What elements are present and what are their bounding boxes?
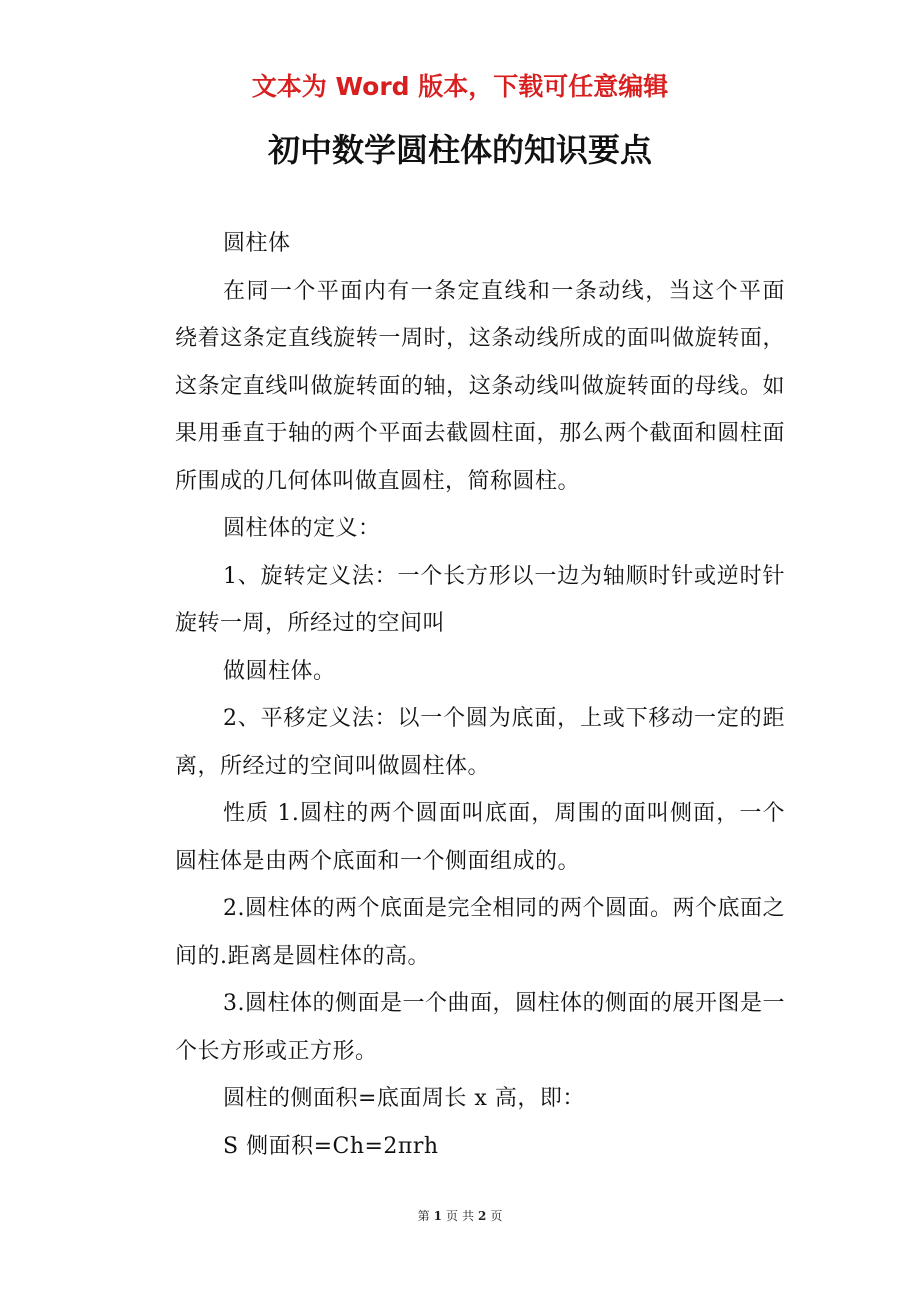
footer-suffix: 页 bbox=[490, 1209, 503, 1223]
paragraph-rotation-definition: 1、旋转定义法：一个长方形以一边为轴顺时针或逆时针旋转一周，所经过的空间叫 bbox=[175, 563, 785, 636]
paragraph-property-3: 3.圆柱体的侧面是一个曲面，圆柱体的侧面的展开图是一个长方形或正方形。 bbox=[175, 991, 785, 1064]
footer-page-word: 页 bbox=[445, 1209, 458, 1223]
download-notice-banner: 文本为 Word 版本，下载可任意编辑 bbox=[251, 72, 669, 101]
footer-prefix: 第 bbox=[417, 1209, 430, 1223]
paragraph-definition-text: 在同一个平面内有一条定直线和一条动线，当这个平面绕着这条定直线旋转一周时，这条动线所成的面叫做旋转面，这条定直线叫做旋转面的轴，这条动线叫做旋转面的母线。如果用垂直于轴的两个平面去截圆柱面，那么两个截面和圆柱面所围成的几何体叫做直圆柱，简称圆柱。 bbox=[175, 278, 785, 494]
paragraph-heading: 圆柱体 bbox=[223, 231, 291, 256]
footer-total-word: 共 bbox=[462, 1209, 475, 1223]
document-body bbox=[175, 220, 785, 1170]
current-page-number: 1 bbox=[433, 1209, 442, 1223]
document-title: 初中数学圆柱体的知识要点 bbox=[267, 131, 652, 169]
paragraph-property-2: 2.圆柱体的两个底面是完全相同的两个圆面。两个底面之间的.距离是圆柱体的高。 bbox=[175, 896, 785, 969]
paragraph-lateral-area-formula: S 侧面积=Ch=2πrh bbox=[223, 1133, 439, 1159]
paragraph-translation-definition: 2、平移定义法：以一个圆为底面，上或下移动一定的距离，所经过的空间叫做圆柱体。 bbox=[175, 706, 785, 779]
paragraph-definition-heading: 圆柱体的定义： bbox=[223, 516, 381, 541]
paragraph-rotation-definition-cont: 做圆柱体。 bbox=[223, 658, 336, 684]
page-footer bbox=[0, 1206, 920, 1226]
paragraph-property-1: 性质 1.圆柱的两个圆面叫底面，周围的面叫侧面，一个圆柱体是由两个底面和一个侧面组成的。 bbox=[175, 801, 785, 874]
total-pages-number: 2 bbox=[478, 1209, 487, 1223]
paragraph-lateral-area: 圆柱的侧面积=底面周长 x 高，即： bbox=[223, 1086, 585, 1111]
